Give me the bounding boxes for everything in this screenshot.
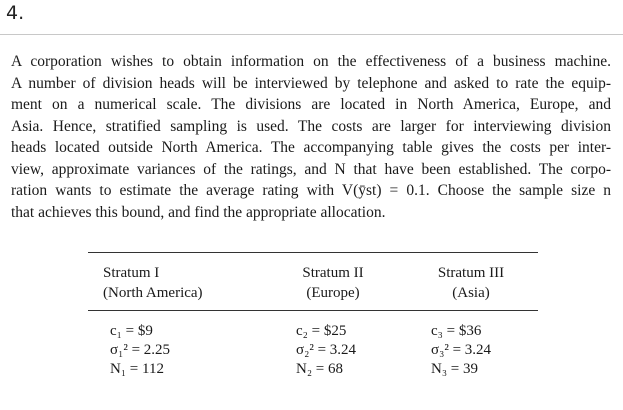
- stratum-3-name: Stratum III: [437, 265, 505, 281]
- stratum-3-region: (Asia): [452, 285, 490, 301]
- header-divider: [0, 34, 623, 35]
- table-header-rule: [88, 310, 538, 311]
- problem-paragraph: [11, 51, 611, 223]
- stratum-1-region: (North America): [103, 285, 203, 301]
- stratum-2-region: (Europe): [306, 285, 360, 301]
- stratum-3-values: [431, 322, 491, 379]
- stratum-1-header: [103, 263, 253, 303]
- paragraph-line: that achieves this bound, and find the appropriate allocation.: [11, 203, 386, 221]
- stratum-2-variance: σ₂² = 3.24: [296, 342, 357, 358]
- paragraph-line: A corporation wishes to obtain information on the effectiveness of a business machine.: [11, 53, 611, 70]
- stratum-2-header: [283, 263, 383, 303]
- stratum-3-variance: σ₃² = 3.24: [431, 342, 492, 358]
- table-top-rule: [88, 252, 538, 253]
- stratum-3-population: N₃ = 39: [431, 361, 479, 377]
- stratum-1-values: [110, 322, 170, 379]
- stratum-1-cost: c₁ = $9: [110, 323, 153, 339]
- stratum-3-header: [406, 263, 536, 303]
- paragraph-line: view, approximate variances of the ratings, and N that have been established. The corpo-: [11, 160, 611, 178]
- question-number: 4.: [6, 2, 25, 24]
- stratum-3-cost: c₃ = $36: [431, 323, 482, 339]
- stratum-2-population: N₂ = 68: [296, 361, 344, 377]
- stratum-2-name: Stratum II: [302, 265, 364, 281]
- stratum-1-name: Stratum I: [103, 265, 160, 281]
- paragraph-line: A number of division heads will be interviewed by telephone and asked to rate the equip-: [11, 74, 611, 92]
- stratum-2-cost: c₂ = $25: [296, 323, 347, 339]
- paragraph-line: ration wants to estimate the average rating with V(ȳst) = 0.1. Choose the sample size n: [11, 182, 611, 199]
- stratum-1-variance: σ₁² = 2.25: [110, 342, 171, 358]
- paragraph-line: heads located outside North America. The accompanying table gives the costs per inter-: [11, 139, 611, 156]
- paragraph-line: ment on a numerical scale. The divisions are located in North America, Europe, and: [11, 96, 611, 113]
- paragraph-line: Asia. Hence, stratified sampling is used. The costs are larger for interviewing division: [11, 117, 611, 135]
- stratum-2-values: [296, 322, 356, 379]
- stratum-1-population: N₁ = 112: [110, 361, 164, 377]
